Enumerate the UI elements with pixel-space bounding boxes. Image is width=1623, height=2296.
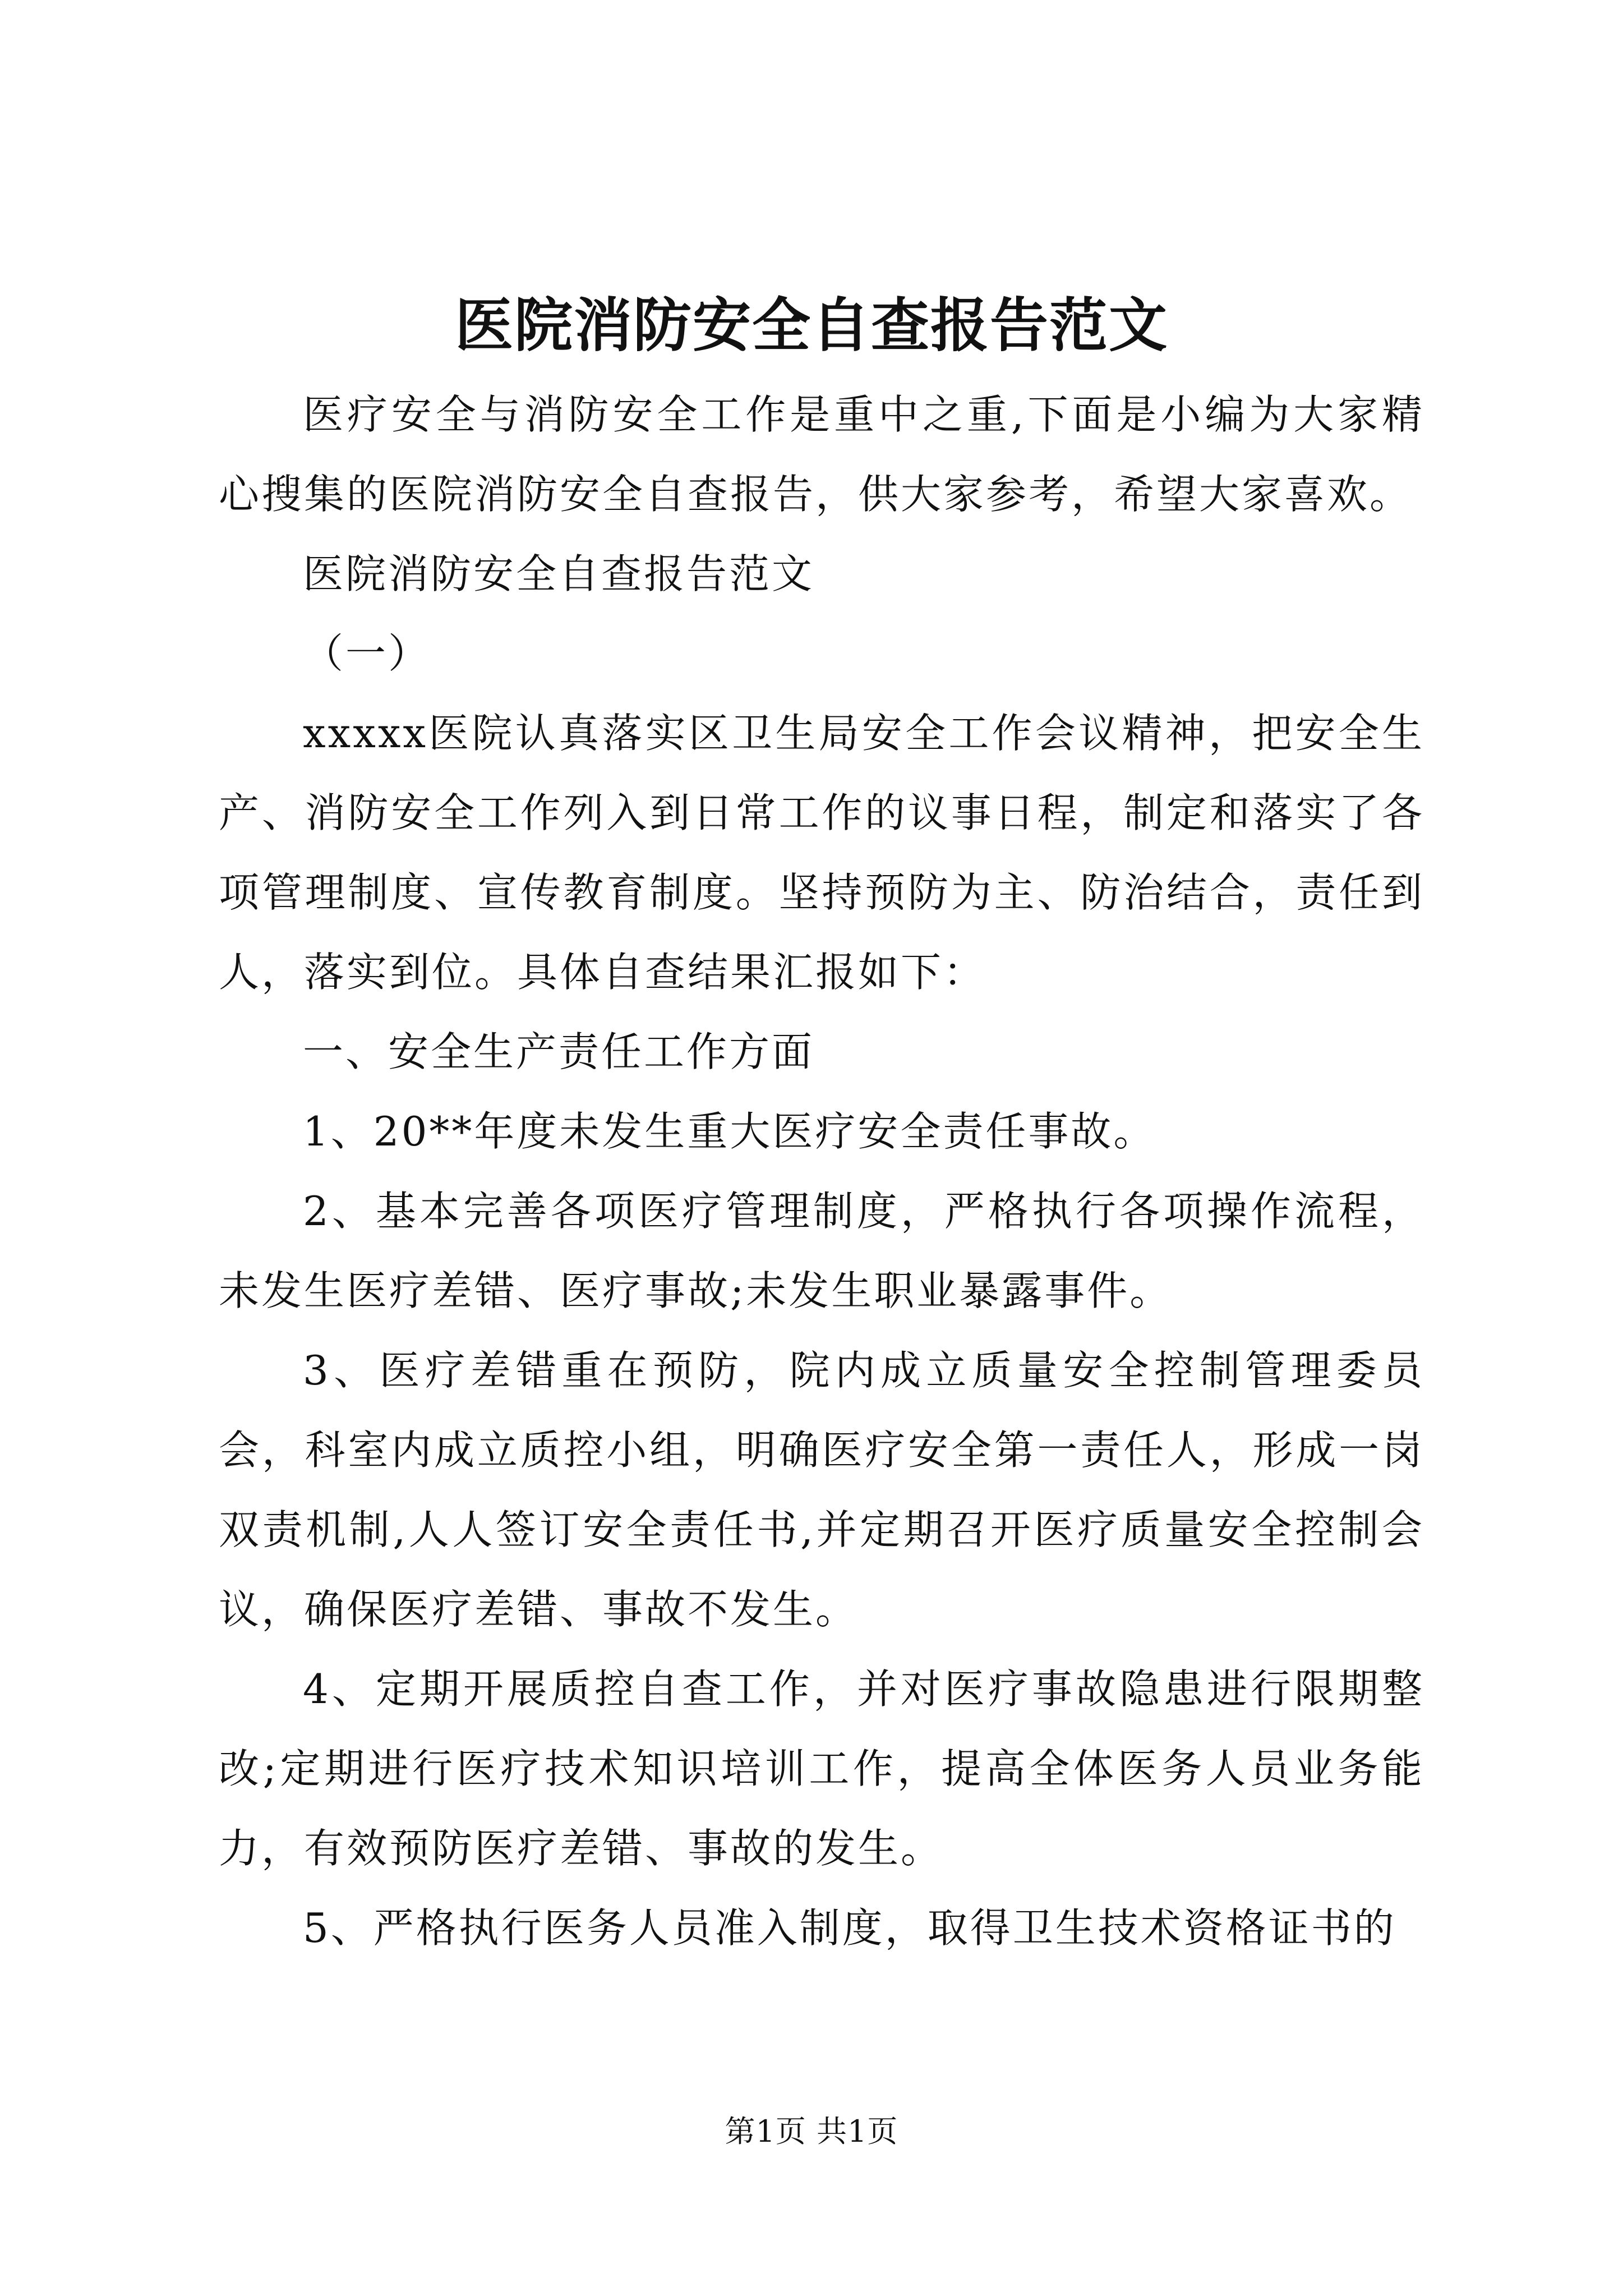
- page-footer: 第1页 共1页: [725, 2114, 898, 2149]
- list-item-4: 4、定期开展质控自查工作，并对医疗事故隐患进行限期整改;定期进行医疗技术知识培训工作，提高全体医务人员业务能力，有效预防医疗差错、事故的发生。: [219, 1665, 1424, 1872]
- intro-paragraph: 医疗安全与消防安全工作是重中之重,下面是小编为大家精心搜集的医院消防安全自查报告，供大家参考，希望大家喜欢。: [219, 391, 1424, 518]
- summary-paragraph: xxxxx医院认真落实区卫生局安全工作会议精神，把安全生产、消防安全工作列入到日常工作的议事日程，制定和落实了各项管理制度、宣传教育制度。坚持预防为主、防治结合，责任到人，落实到位。具体自查结果汇报如下：: [219, 710, 1424, 996]
- document-body: [219, 375, 1424, 1968]
- list-item-3: 3、医疗差错重在预防，院内成立质量安全控制管理委员会，科室内成立质控小组，明确医疗安全第一责任人，形成一岗双责机制,人人签订安全责任书,并定期召开医疗质量安全控制会议，确保医疗差错、事故不发生。: [219, 1347, 1424, 1633]
- list-item-2: 2、基本完善各项医疗管理制度，严格执行各项操作流程，未发生医疗差错、医疗事故;未发生职业暴露事件。: [219, 1188, 1424, 1314]
- list-item-1: 1、20**年度未发生重大医疗安全责任事故。: [303, 1108, 1156, 1155]
- section-heading: 医院消防安全自查报告范文: [303, 550, 815, 597]
- part-number: （一）: [303, 630, 431, 677]
- subsection-heading: 一、安全生产责任工作方面: [303, 1028, 815, 1075]
- list-item-5: 5、严格执行医务人员准入制度，取得卫生技术资格证书的: [303, 1904, 1396, 1952]
- document-title: 医院消防安全自查报告范文: [454, 291, 1168, 360]
